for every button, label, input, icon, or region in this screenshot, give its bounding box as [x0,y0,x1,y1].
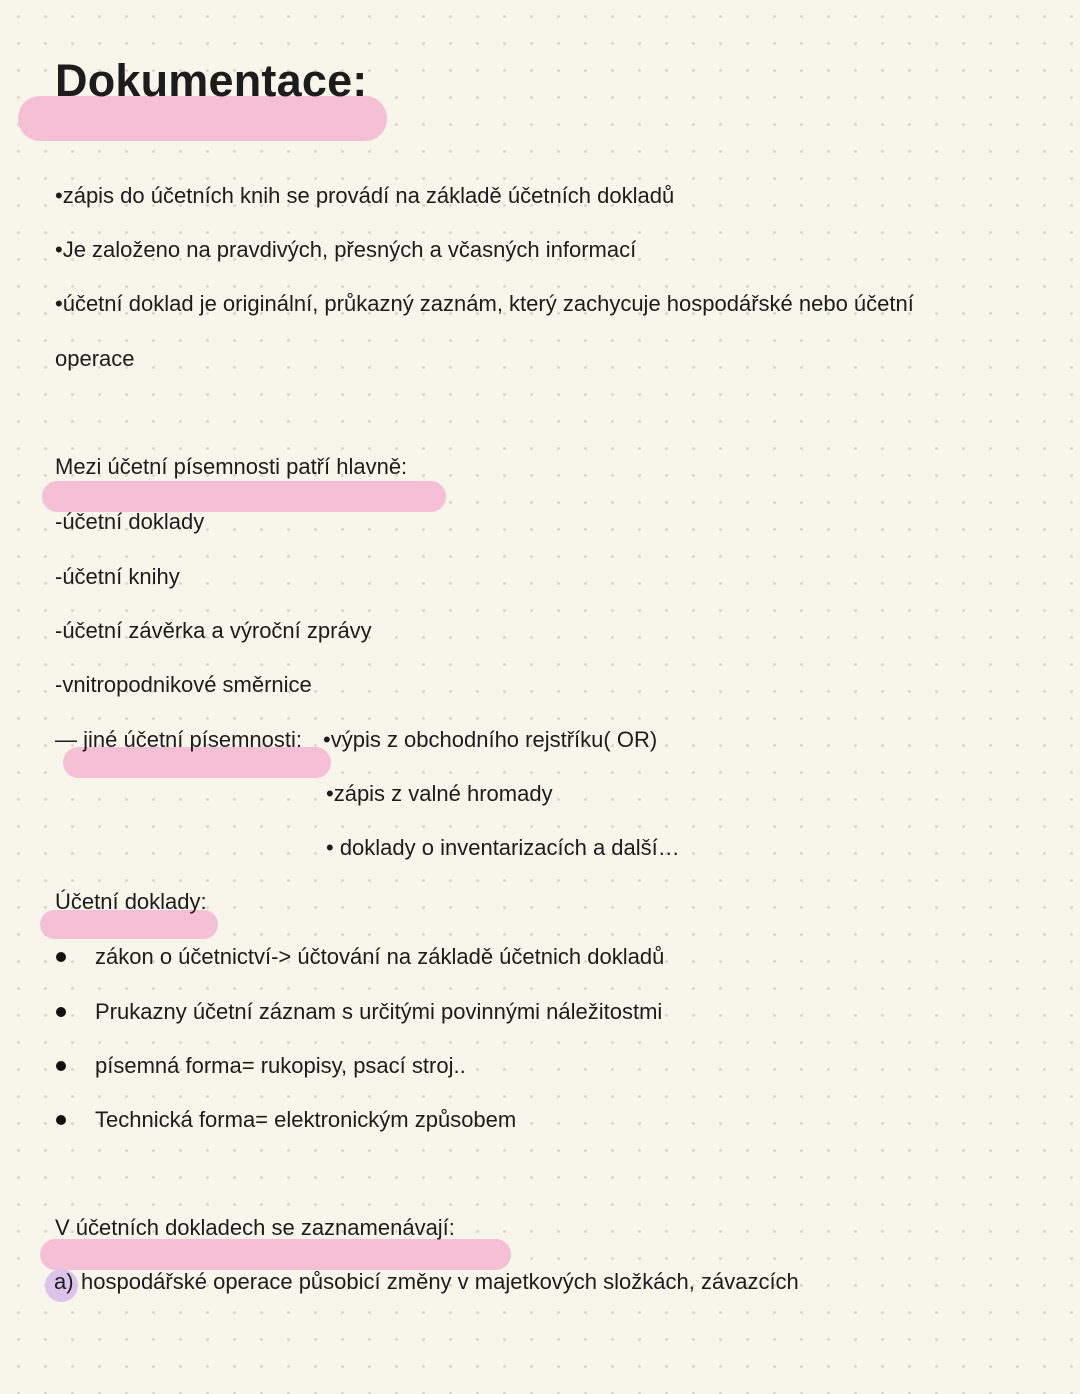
bullet-item: zákon o účetnictví-> účtování na základě účetnich dokladů [95,944,665,969]
intro-line: •účetní doklad je originální, průkazný zaznám, který zachycuje hospodářské nebo účetní [55,291,914,316]
v-dokladech-heading: V účetních dokladech se zaznamenávají: [55,1215,455,1240]
item-a-text: hospodářské operace působicí změny v majetkových složkách, závazcích [81,1269,799,1294]
intro-line: •zápis do účetních knih se provádí na základě účetních dokladů [55,183,675,208]
bullet-item: Technická forma= elektronickým způsobem [95,1107,517,1132]
list-item: -účetní doklady [55,509,205,534]
bullet-dot [56,952,66,962]
item-a-marker: a) [54,1269,74,1294]
jine-label: — jiné účetní písemnosti: [55,727,303,752]
bullet-dot [56,1061,66,1071]
intro-line: •Je založeno na pravdivých, přesných a včasných informací [55,237,637,262]
jine-item: • doklady o inventarizacích a další… [326,835,680,860]
v-dokladech-highlight [40,1239,511,1270]
list-item: -vnitropodnikové směrnice [55,672,312,697]
jine-item: •výpis z obchodního rejstříku( OR) [323,727,658,752]
list-item: -účetní závěrka a výroční zprávy [55,618,372,643]
ucetni-doklady-heading: Účetní doklady: [55,889,207,914]
jine-item: •zápis z valné hromady [326,781,553,806]
bullet-dot [56,1007,66,1017]
intro-line: operace [55,346,135,371]
mezi-heading: Mezi účetní písemnosti patří hlavně: [55,454,408,479]
list-item: -účetní knihy [55,564,180,589]
bullet-item: písemná forma= rukopisy, psací stroj.. [95,1053,466,1078]
page-title: Dokumentace: [55,55,368,106]
bullet-item: Prukazny účetní záznam s určitými povinnými náležitostmi [95,999,663,1024]
bullet-dot [56,1115,66,1125]
